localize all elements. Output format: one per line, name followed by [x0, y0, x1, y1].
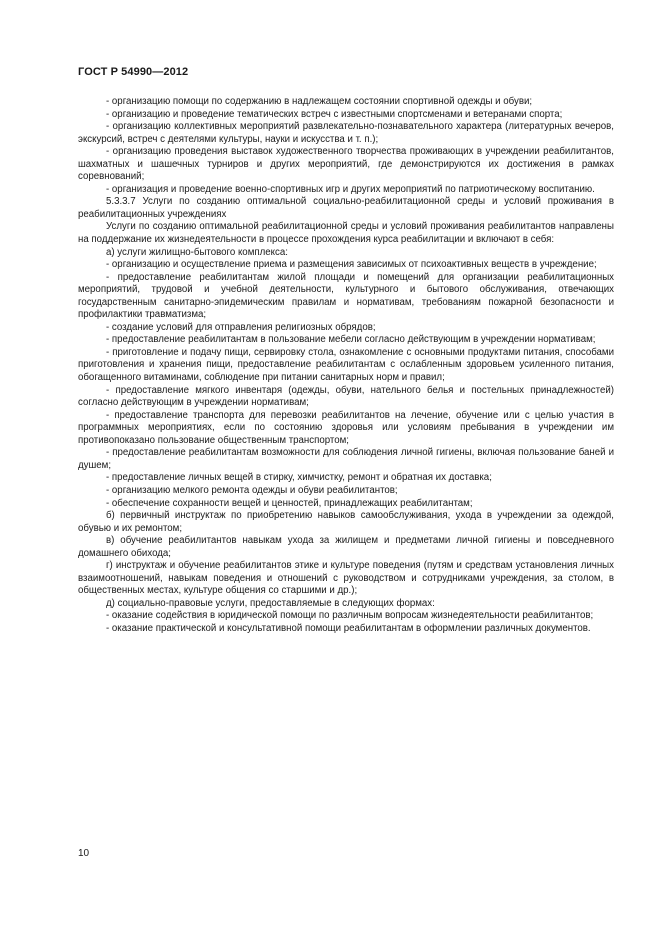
page-number: 10: [78, 848, 90, 859]
document-header: ГОСТ Р 54990—2012: [78, 66, 189, 78]
subsection-label: б) первичный инструктаж по приобретению навыков самообслуживания, ухода в учреждении за одеждой, обувью и их ремонтом;: [78, 510, 614, 534]
document-body: [78, 96, 614, 636]
paragraph: - организацию мелкого ремонта одежды и обуви реабилитантов;: [106, 484, 398, 496]
paragraph: - обеспечение сохранности вещей и ценностей, принадлежащих реабилитантам;: [106, 497, 473, 509]
subsection-label: д) социально-правовые услуги, предоставляемые в следующих формах:: [106, 597, 435, 609]
paragraph: - предоставление реабилитантам в пользование мебели согласно действующим в учреждении нормативам;: [106, 334, 596, 346]
paragraph: - приготовление и подачу пищи, сервировку стола, ознакомление с основными продуктами питания, способами приготовления и хранения пищи, предоставление реабилитантам с ослабленным здоровьем усиленного питания, обогащенного витаминами, соблюдение при питании санитарных норм и правил;: [78, 346, 614, 384]
paragraph: - предоставление реабилитантам возможности для соблюдения личной гигиены, включая пользование баней и душем;: [78, 447, 614, 471]
paragraph: - организацию помощи по содержанию в надлежащем состоянии спортивной одежды и обуви;: [106, 96, 533, 107]
subsection-label: г) инструктаж и обучение реабилитантов этике и культуре поведения (путям и средствам установления личных взаимоотношений, навыкам поведения и отношений с руководством и сотрудниками учреждения, за столом, в общественных местах, культуре общения со старшими и др.);: [78, 560, 614, 597]
paragraph: - организацию коллективных мероприятий развлекательно-познавательного характера (литературных вечеров, экскурсий, встреч с деятелями культуры, науки и искусства и т. п.);: [78, 121, 614, 145]
paragraph: - предоставление личных вещей в стирку, химчистку, ремонт и обратная их доставка;: [106, 472, 492, 484]
paragraph: - предоставление транспорта для перевозки реабилитантов на лечение, обучение или с целью участия в программных мероприятиях, если по состоянию здоровья или условиям пребывания в учреждении им противопоказано пользование общественным транспортом;: [78, 409, 614, 446]
paragraph: - организацию проведения выставок художественного творчества проживающих в учреждении реабилитантов, шахматных и шашечных турниров и других мероприятий, где демонстрируются их достижения в рамках соревнований;: [78, 146, 614, 183]
paragraph: - организацию и проведение тематических встреч с известными спортсменами и ветеранами спорта;: [106, 108, 563, 120]
subsection-label: в) обучение реабилитантов навыкам ухода за жилищем и предметами личной гигиены и повседневного домашнего обихода;: [78, 535, 614, 559]
paragraph: - предоставление мягкого инвентаря (одежды, обуви, нательного белья и постельных принадлежностей) согласно действующим в учреждении нормативам;: [78, 384, 614, 409]
paragraph: - предоставление реабилитантам жилой площади и помещений для организации реабилитационных мероприятий, трудовой и учебной деятельности, культурного и бытового обслуживания, отвечающих государственным санитарно-эпидемическим правилам и нормативам, требованиям пожарной безопасности и профилактики травматизма;: [78, 271, 614, 321]
paragraph: - оказание содействия в юридической помощи по различным вопросам жизнедеятельности реабилитантов;: [106, 610, 594, 622]
paragraph: - оказание практической и консультативной помощи реабилитантам в оформлении различных документов.: [106, 622, 591, 634]
paragraph: Услуги по созданию оптимальной реабилитационной среды и условий проживания реабилитантов направлены на поддержание их жизнедеятельности в процессе прохождения курса реабилитации и включают в себя:: [78, 221, 614, 246]
paragraph: - создание условий для отправления религиозных обрядов;: [106, 321, 376, 333]
section-heading: 5.3.3.7 Услуги по созданию оптимальной социально-реабилитационной среды и условий проживания в реабилитационных учреждениях: [78, 196, 614, 220]
subsection-label: а) услуги жилищно-бытового комплекса:: [106, 246, 288, 258]
paragraph: - организацию и осуществление приема и размещения зависимых от психоактивных веществ в учреждение;: [106, 259, 597, 271]
paragraph: - организация и проведение военно-спортивных игр и других мероприятий по патриотическому воспитанию.: [106, 183, 595, 195]
